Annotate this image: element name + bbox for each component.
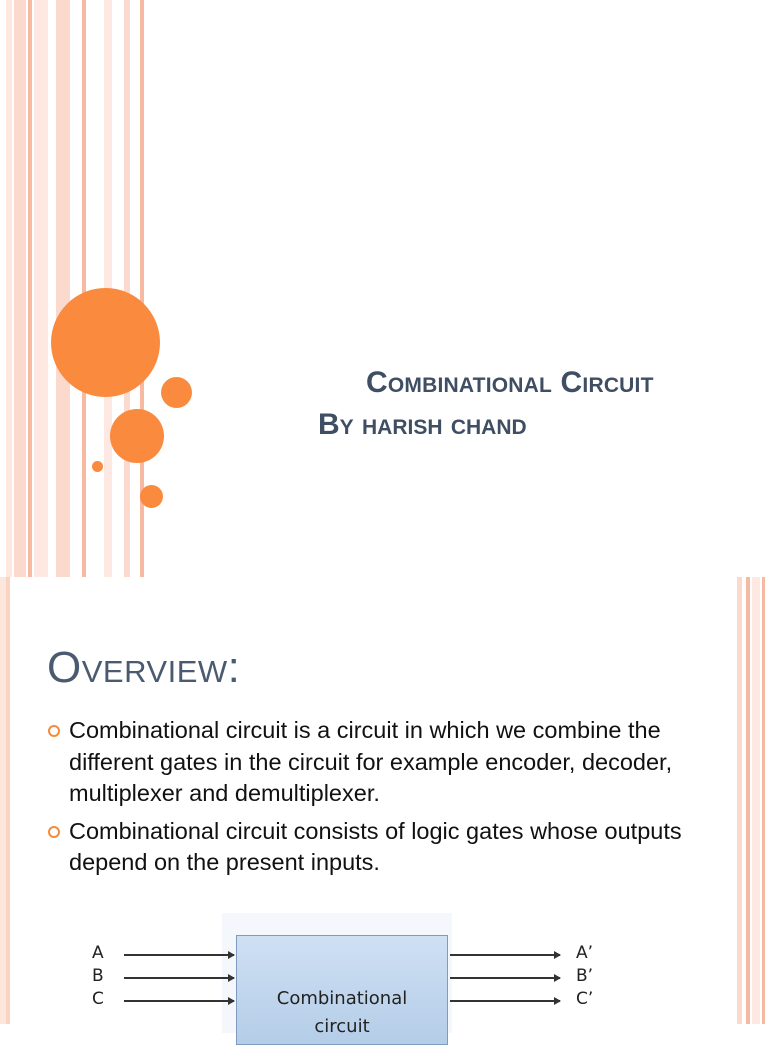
bullet-item — [48, 816, 688, 879]
output-label: A’ — [576, 943, 594, 963]
input-label: B — [92, 966, 104, 986]
decor-stripe — [746, 577, 750, 1024]
decor-circle-small — [92, 461, 103, 472]
bullet-item — [48, 715, 688, 810]
section-heading: Overview: — [47, 643, 241, 692]
input-arrow — [124, 954, 234, 956]
bullet-ring-icon — [48, 826, 60, 838]
decor-circle-small — [140, 485, 163, 508]
bullet-text: Combinational circuit is a circuit in which we combine the different gates in the circuit for example encoder, decoder, multiplexer and demultiplexer. — [69, 717, 673, 806]
input-label: A — [92, 943, 104, 963]
slide-title: Combinational Circuit — [366, 366, 654, 399]
bullet-list — [48, 715, 688, 885]
decor-stripe — [6, 577, 10, 1024]
output-label: B’ — [576, 966, 594, 986]
bullet-ring-icon — [48, 725, 60, 737]
decor-stripe — [14, 0, 26, 577]
overview-slide — [0, 577, 768, 1037]
input-label: C — [92, 989, 104, 1009]
output-arrow — [450, 977, 560, 979]
output-arrow — [450, 1000, 560, 1002]
input-arrow — [124, 1000, 234, 1002]
decor-stripe — [6, 0, 12, 577]
decor-stripe — [82, 0, 86, 577]
circuit-diagram — [84, 913, 624, 1037]
decor-circle-medium — [161, 377, 192, 408]
decor-stripe — [56, 0, 70, 577]
combinational-block — [236, 935, 448, 1045]
decor-stripe — [28, 0, 32, 577]
decor-stripe — [752, 577, 760, 1024]
decor-stripe — [762, 577, 765, 1024]
decor-stripe — [124, 0, 130, 577]
decor-stripe — [34, 0, 48, 577]
slide-subtitle: By harish chand — [318, 408, 527, 441]
bullet-text: Combinational circuit consists of logic gates whose outputs depend on the present inputs. — [69, 817, 682, 875]
block-label: circuit — [314, 1016, 370, 1037]
decor-circle-large — [51, 288, 160, 397]
output-label: C’ — [576, 989, 594, 1009]
decor-stripe — [737, 577, 742, 1024]
input-arrow — [124, 977, 234, 979]
output-arrow — [450, 954, 560, 956]
decor-circle-medium — [110, 409, 164, 463]
block-label: Combinational — [276, 988, 408, 1009]
